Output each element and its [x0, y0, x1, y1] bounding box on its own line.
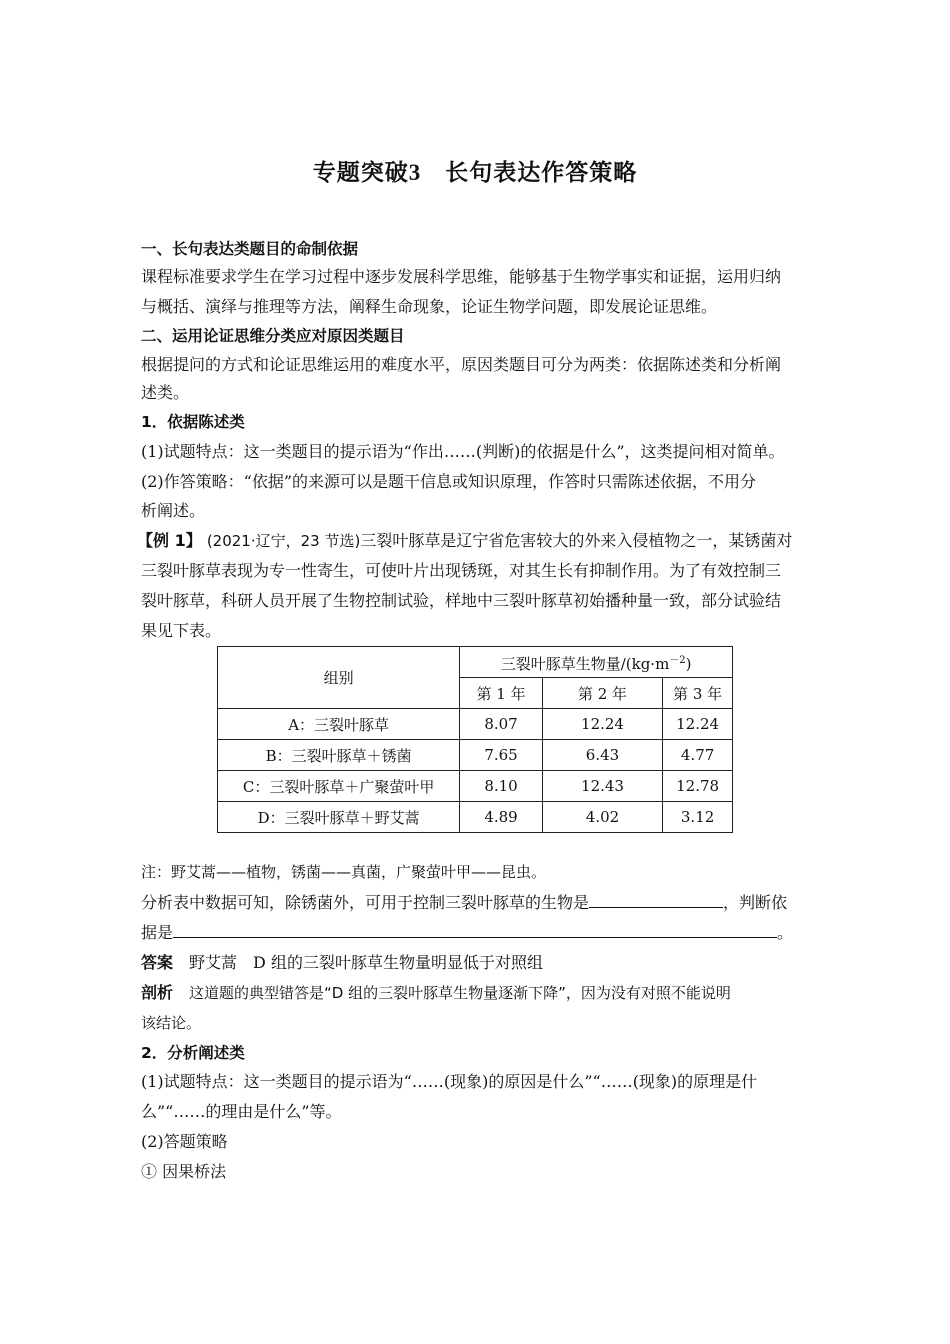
part-2-line-2: 么”“……的理由是什么”等。: [141, 1102, 342, 1121]
table-cell-value: 4.89: [460, 802, 543, 833]
biomass-table: [217, 646, 733, 833]
example-line-1: [137, 530, 817, 552]
table-note: 注：野艾蒿——植物，锈菌——真菌，广聚萤叶甲——昆虫。: [141, 863, 547, 881]
table-cell-value: 12.78: [663, 771, 733, 802]
example-text-1: 三裂叶豚草是辽宁省危害较大的外来入侵植物之一，某锈菌对: [360, 531, 793, 550]
section-2-heading: 二、运用论证思维分类应对原因类题目: [141, 327, 405, 345]
analysis-line-2: 该结论。: [141, 1014, 202, 1032]
table-cell-value: 6.43: [542, 740, 662, 771]
biomass-header-close: ): [685, 654, 692, 673]
table-cell-value: 3.12: [663, 802, 733, 833]
table-cell-value: 4.77: [663, 740, 733, 771]
table-header-biomass: [460, 647, 733, 678]
table-cell-value: 8.10: [460, 771, 543, 802]
table-cell-value: 12.24: [663, 709, 733, 740]
title-main: 专题突破: [312, 160, 409, 186]
table-header-year-1: 第 1 年: [460, 678, 543, 709]
table-cell-value: 12.43: [542, 771, 662, 802]
table-row: [218, 740, 733, 771]
page-title: [0, 154, 950, 187]
question-text-2: ，判断依: [723, 893, 788, 912]
table-header-year-3: 第 3 年: [663, 678, 733, 709]
table-cell-value: 7.65: [460, 740, 543, 771]
biomass-header-text: 三裂叶豚草生物量/(kg·m: [500, 654, 670, 673]
analysis-line-1: [141, 982, 821, 1004]
section-1-line-1: 课程标准要求学生在学习过程中逐步发展科学思维，能够基于生物学事实和证据，运用归纳: [141, 267, 782, 286]
answer-blank-1[interactable]: [589, 891, 723, 908]
part-2-line-3: (2)答题策略: [141, 1132, 228, 1151]
biomass-header-sup: －2: [669, 654, 686, 666]
part-2-line-4: ① 因果桥法: [141, 1162, 227, 1181]
question-line-2: [141, 921, 821, 944]
example-label: 【例 1】: [137, 531, 202, 550]
question-text-4: 。: [777, 923, 794, 942]
table-cell-value: 12.24: [542, 709, 662, 740]
example-line-4: 果见下表。: [141, 621, 222, 640]
part-1-line-3: 析阐述。: [141, 501, 206, 520]
table-cell-value: 4.02: [542, 802, 662, 833]
section-1-heading: 一、长句表达类题目的命制依据: [141, 240, 359, 258]
example-line-3: 裂叶豚草，科研人员开展了生物控制试验，样地中三裂叶豚草初始播种量一致，部分试验结: [141, 591, 782, 610]
section-2-line-1: 根据提问的方式和论证思维运用的难度水平，原因类题目可分为两类：依据陈述类和分析阐: [141, 355, 782, 374]
table-cell-value: 8.07: [460, 709, 543, 740]
table-header-year-2: 第 2 年: [542, 678, 662, 709]
part-1-heading: 1．依据陈述类: [141, 413, 245, 431]
question-text-3: 据是: [141, 923, 174, 942]
table-row: [218, 709, 733, 740]
answer-line: [141, 952, 821, 974]
table-cell-group: C：三裂叶豚草＋广聚萤叶甲: [218, 771, 460, 802]
question-line-1: [141, 891, 821, 914]
table-cell-group: D：三裂叶豚草＋野艾蒿: [218, 802, 460, 833]
example-source: (2021·辽宁，23 节选): [206, 532, 361, 550]
title-subtitle: 长句表达作答策略: [445, 160, 638, 186]
table-cell-group: B：三裂叶豚草＋锈菌: [218, 740, 460, 771]
title-number: 3: [408, 160, 422, 185]
answer-blank-2[interactable]: [173, 921, 777, 938]
analysis-label: 剖析: [141, 983, 174, 1002]
section-1-line-2: 与概括、演绎与推理等方法，阐释生命现象，论证生物学问题，即发展论证思维。: [141, 297, 718, 316]
question-text-1: 分析表中数据可知，除锈菌外，可用于控制三裂叶豚草的生物是: [141, 893, 590, 912]
table-row: [218, 802, 733, 833]
answer-text: 野艾蒿 D 组的三裂叶豚草生物量明显低于对照组: [189, 953, 543, 972]
part-2-line-1: (1)试题特点：这一类题目的提示语为“……(现象)的原因是什么”“……(现象)的原理是什: [141, 1072, 758, 1091]
answer-label: 答案: [141, 953, 174, 972]
part-1-line-2: (2)作答策略：“依据”的来源可以是题干信息或知识原理，作答时只需陈述依据，不用分: [141, 472, 757, 491]
part-1-line-1: (1)试题特点：这一类题目的提示语为“作出……(判断)的依据是什么”，这类提问相对简单。: [141, 442, 785, 461]
example-line-2: 三裂叶豚草表现为专一性寄生，可使叶片出现锈斑，对其生长有抑制作用。为了有效控制三: [141, 561, 782, 580]
table-header-group: 组别: [218, 647, 460, 709]
section-2-line-2: 述类。: [141, 383, 190, 402]
table-cell-group: A：三裂叶豚草: [218, 709, 460, 740]
table-row: [218, 771, 733, 802]
part-2-heading: 2．分析阐述类: [141, 1044, 245, 1062]
analysis-text-1: 这道题的典型错答是“D 组的三裂叶豚草生物量逐渐下降”，因为没有对照不能说明: [189, 984, 731, 1002]
